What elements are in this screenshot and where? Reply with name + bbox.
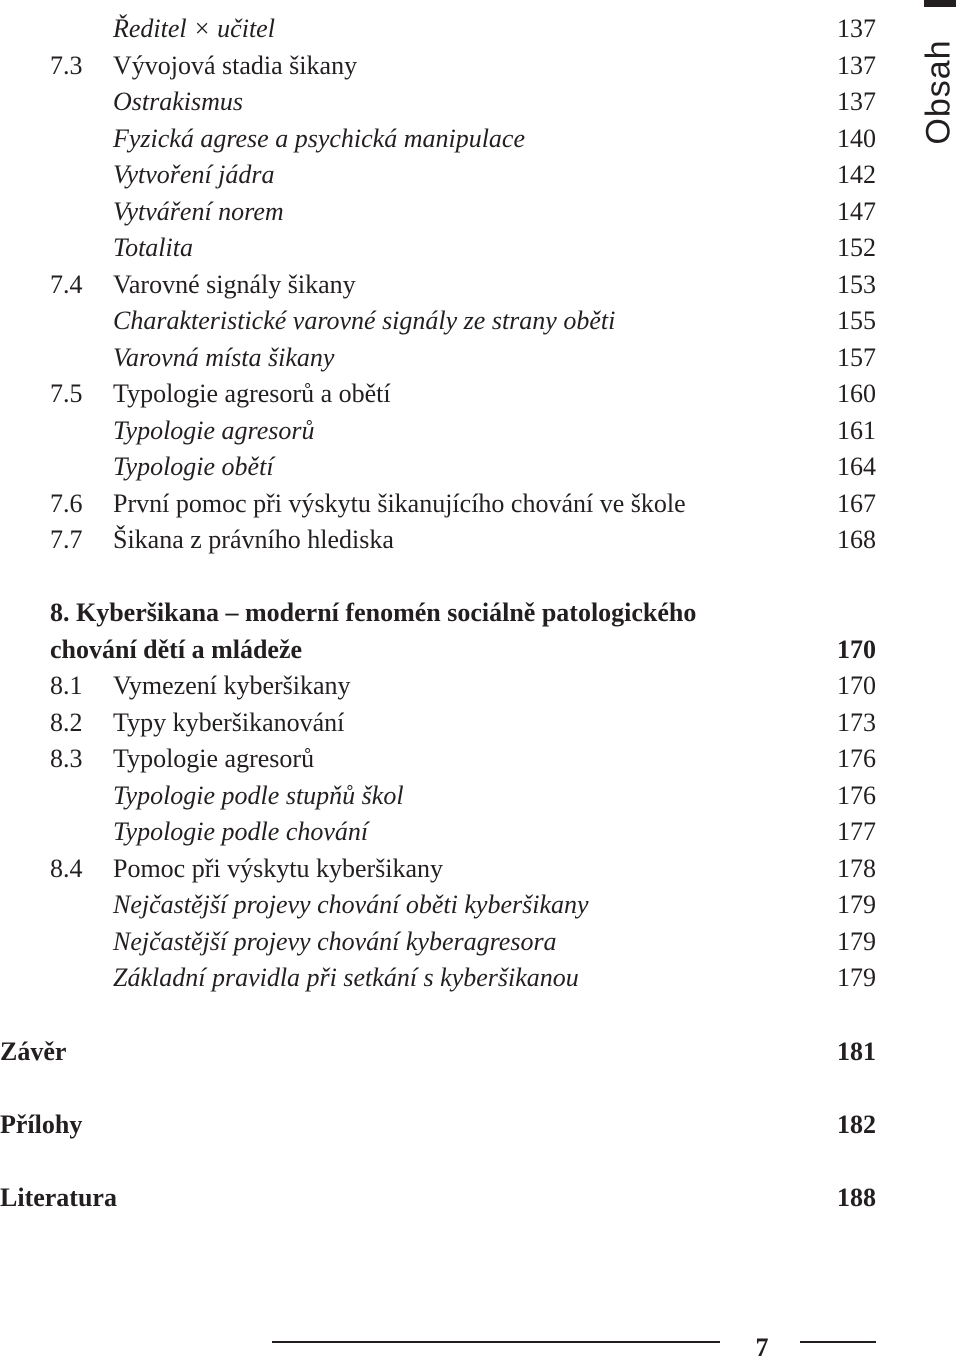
entry-page: 173 — [837, 708, 876, 737]
entry-title: Varovná místa šikany — [113, 343, 335, 372]
toc-entry[interactable] — [0, 267, 876, 303]
chapter-title-line1: 8. Kyberšikana – moderní fenomén sociálně patologického — [50, 598, 697, 627]
entry-number: 7.7 — [50, 525, 83, 554]
toc-entry[interactable] — [0, 851, 876, 887]
entry-page: 161 — [837, 416, 876, 445]
entry-title: Nejčastější projevy chování kyberagresora — [113, 927, 557, 956]
entry-page: 153 — [837, 270, 876, 299]
entry-number: 8.1 — [50, 671, 83, 700]
footer-rule-left — [272, 1341, 720, 1343]
backmatter-page: 188 — [837, 1183, 876, 1212]
toc-entry[interactable] — [0, 48, 876, 84]
backmatter-title: Závěr — [0, 1037, 67, 1066]
entry-title: Nejčastější projevy chování oběti kyberšikany — [113, 890, 589, 919]
entry-number: 7.5 — [50, 379, 83, 408]
toc-entry[interactable] — [0, 230, 876, 266]
toc-entry[interactable] — [0, 157, 876, 193]
toc-entry[interactable] — [0, 194, 876, 230]
entry-title: Typy kyberšikanování — [113, 708, 345, 737]
entry-title: Typologie agresorů — [113, 416, 315, 445]
toc-entry[interactable] — [0, 449, 876, 485]
entry-title: Varovné signály šikany — [113, 270, 356, 299]
entry-page: 179 — [837, 890, 876, 919]
entry-page: 155 — [837, 306, 876, 335]
toc-entry[interactable] — [0, 778, 876, 814]
entry-title: Vymezení kyberšikany — [113, 671, 351, 700]
toc-entry[interactable] — [0, 522, 876, 558]
entry-page: 177 — [837, 817, 876, 846]
toc-entry[interactable] — [0, 121, 876, 157]
entry-title: Ředitel × učitel — [113, 14, 275, 43]
side-tab — [918, 0, 960, 150]
entry-title: První pomoc při výskytu šikanujícího chování ve škole — [113, 489, 686, 518]
toc-backmatter-prilohy[interactable] — [0, 1107, 876, 1143]
entry-title: Typologie agresorů a obětí — [113, 379, 391, 408]
toc-backmatter-literatura[interactable] — [0, 1180, 876, 1216]
entry-title: Typologie podle stupňů škol — [113, 781, 404, 810]
entry-page: 137 — [837, 51, 876, 80]
entry-number: 8.3 — [50, 744, 83, 773]
entry-page: 168 — [837, 525, 876, 554]
entry-title: Základní pravidla při setkání s kyberšikanou — [113, 963, 579, 992]
toc-entry[interactable] — [0, 924, 876, 960]
backmatter-title: Literatura — [0, 1183, 117, 1212]
toc-entry[interactable] — [0, 668, 876, 704]
entry-title: Typologie podle chování — [113, 817, 369, 846]
entry-number: 7.6 — [50, 489, 83, 518]
side-tab-bar — [924, 0, 956, 7]
entry-page: 157 — [837, 343, 876, 372]
footer-rule-right — [800, 1341, 876, 1343]
entry-title: Šikana z právního hlediska — [113, 525, 394, 554]
entry-title: Ostrakismus — [113, 87, 244, 116]
entry-number: 8.2 — [50, 708, 83, 737]
entry-title: Fyzická agrese a psychická manipulace — [113, 124, 526, 153]
entry-number: 7.3 — [50, 51, 83, 80]
entry-page: 179 — [837, 927, 876, 956]
toc-entry[interactable] — [0, 413, 876, 449]
entry-title: Charakteristické varovné signály ze strany oběti — [113, 306, 616, 335]
toc-entry[interactable] — [0, 486, 876, 522]
toc-entry[interactable] — [0, 814, 876, 850]
entry-page: 160 — [837, 379, 876, 408]
entry-page: 167 — [837, 489, 876, 518]
footer-page-number: 7 — [755, 1333, 769, 1362]
entry-title: Vytváření norem — [113, 197, 284, 226]
side-tab-label: Obsah — [919, 39, 958, 145]
entry-number: 8.4 — [50, 854, 83, 883]
entry-number: 7.4 — [50, 270, 83, 299]
chapter-page: 170 — [837, 635, 876, 664]
entry-title: Vývojová stadia šikany — [113, 51, 358, 80]
chapter-heading[interactable] — [0, 595, 876, 631]
toc-backmatter-zaver[interactable] — [0, 1034, 876, 1070]
chapter-title-line2: chování dětí a mládeže — [50, 635, 303, 664]
toc-entry[interactable] — [0, 303, 876, 339]
entry-page: 176 — [837, 781, 876, 810]
toc-entry[interactable] — [0, 960, 876, 996]
backmatter-title: Přílohy — [0, 1110, 83, 1139]
toc-entry[interactable] — [0, 340, 876, 376]
entry-title: Typologie obětí — [113, 452, 274, 481]
entry-page: 147 — [837, 197, 876, 226]
toc-entry[interactable] — [0, 741, 876, 777]
chapter-heading[interactable] — [0, 632, 876, 668]
entry-page: 178 — [837, 854, 876, 883]
toc-entry[interactable] — [0, 11, 876, 47]
entry-page: 137 — [837, 87, 876, 116]
entry-page: 176 — [837, 744, 876, 773]
entry-title: Totalita — [113, 233, 193, 262]
toc-entry[interactable] — [0, 84, 876, 120]
toc-entry[interactable] — [0, 887, 876, 923]
entry-title: Typologie agresorů — [113, 744, 315, 773]
entry-page: 140 — [837, 124, 876, 153]
backmatter-page: 182 — [837, 1110, 876, 1139]
entry-page: 164 — [837, 452, 876, 481]
entry-page: 137 — [837, 14, 876, 43]
entry-title: Vytvoření jádra — [113, 160, 275, 189]
entry-page: 170 — [837, 671, 876, 700]
toc-entry[interactable] — [0, 376, 876, 412]
toc-entry[interactable] — [0, 705, 876, 741]
entry-title: Pomoc při výskytu kyberšikany — [113, 854, 444, 883]
backmatter-page: 181 — [837, 1037, 876, 1066]
entry-page: 142 — [837, 160, 876, 189]
entry-page: 152 — [837, 233, 876, 262]
entry-page: 179 — [837, 963, 876, 992]
